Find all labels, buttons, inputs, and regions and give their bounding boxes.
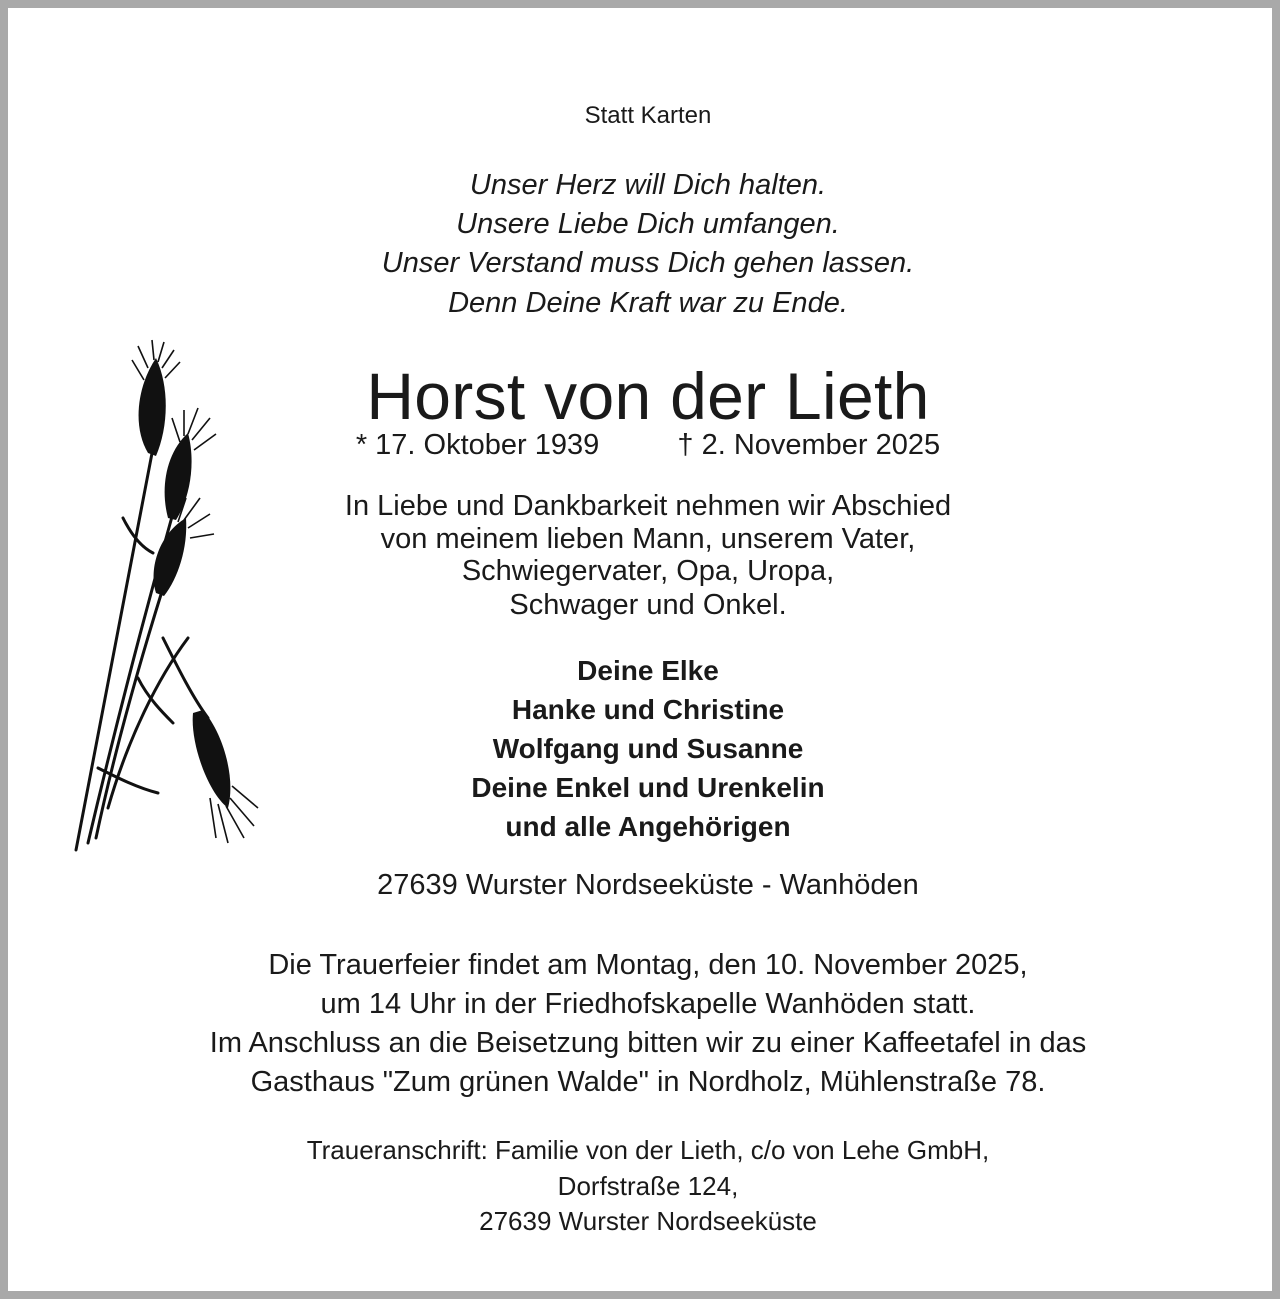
ceremony-line: Gasthaus "Zum grünen Walde" in Nordholz, Mühlenstraße 78. <box>250 1066 1046 1098</box>
verse-line: Denn Deine Kraft war zu Ende. <box>448 287 848 319</box>
life-dates <box>8 428 1280 462</box>
farewell-line: Schwager und Onkel. <box>509 589 787 621</box>
farewell-line: Schwiegervater, Opa, Uropa, <box>461 555 835 587</box>
verse-line: Unsere Liebe Dich umfangen. <box>456 208 840 240</box>
birth-date: * 17. Oktober 1939 <box>355 429 600 461</box>
ceremony-line: Im Anschluss an die Beisetzung bitten wir zu einer Kaffeetafel in das <box>209 1027 1087 1059</box>
farewell-line: von meinem lieben Mann, unserem Vater, <box>380 523 916 555</box>
farewell-line: In Liebe und Dankbarkeit nehmen wir Abschied <box>344 490 952 522</box>
verse-line: Unser Herz will Dich halten. <box>469 169 827 201</box>
family-line: Wolfgang und Susanne <box>492 733 804 764</box>
family-line: und alle Angehörigen <box>505 811 791 842</box>
family-line: Hanke und Christine <box>511 694 785 725</box>
ceremony-line: Die Trauerfeier findet am Montag, den 10. November 2025, <box>268 949 1028 981</box>
family-line: Deine Enkel und Urenkelin <box>471 772 825 803</box>
verse-line: Unser Verstand muss Dich gehen lassen. <box>381 247 915 279</box>
address-line: 27639 Wurster Nordseeküste <box>479 1206 817 1236</box>
deceased-name: Horst von der Lieth <box>366 359 930 433</box>
address-line: Traueranschrift: Familie von der Lieth, c/o von Lehe GmbH, <box>306 1135 990 1165</box>
family-line: Deine Elke <box>577 655 719 686</box>
address-line: Dorfstraße 124, <box>557 1171 739 1201</box>
death-date: † 2. November 2025 <box>677 429 941 461</box>
place-line: 27639 Wurster Nordseeküste - Wanhöden <box>377 869 919 901</box>
pretitle: Statt Karten <box>584 102 712 129</box>
ceremony-line: um 14 Uhr in der Friedhofskapelle Wanhöden statt. <box>320 988 976 1020</box>
